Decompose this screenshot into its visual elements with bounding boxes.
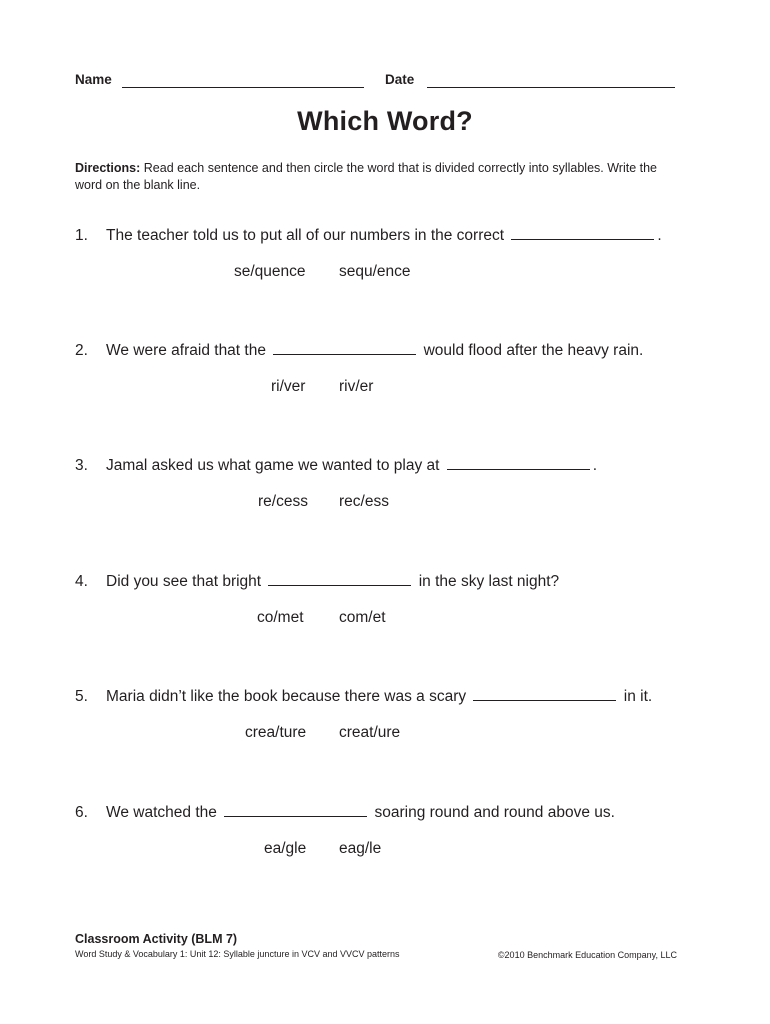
worksheet-title: Which Word?: [297, 106, 473, 136]
answer-blank: [268, 584, 411, 586]
date-blank-line: [427, 87, 675, 88]
sentence-before: Maria didn’t like the book because there was a scary: [106, 688, 467, 705]
question-number: 6.: [75, 804, 88, 821]
option-a: re/cess: [258, 493, 308, 510]
question-number: 4.: [75, 573, 88, 590]
directions-lead: Directions:: [75, 161, 141, 175]
name-blank-line: [122, 87, 364, 88]
directions: [75, 160, 685, 194]
student-info-header: [75, 72, 675, 92]
question-sentence: [75, 688, 652, 706]
date-label: Date: [385, 72, 415, 87]
option-b: com/et: [339, 609, 386, 626]
question-sentence: [75, 804, 615, 822]
question-number: 1.: [75, 227, 88, 244]
answer-blank: [447, 468, 590, 470]
sentence-before: We watched the: [106, 804, 217, 821]
sentence-before: We were afraid that the: [106, 342, 266, 359]
sentence-after: .: [657, 227, 662, 244]
option-a: se/quence: [234, 263, 306, 280]
answer-blank: [224, 815, 367, 817]
option-b: riv/er: [339, 378, 374, 395]
answer-blank: [511, 238, 654, 240]
answer-blank: [473, 699, 616, 701]
sentence-after: soaring round and round above us.: [374, 804, 615, 821]
option-a: co/met: [257, 609, 304, 626]
footer-copyright: ©2010 Benchmark Education Company, LLC: [497, 950, 677, 960]
question-sentence: [75, 573, 559, 591]
footer: [75, 932, 677, 959]
option-a: ea/gle: [264, 840, 307, 857]
sentence-after: .: [592, 457, 598, 474]
question-number: 2.: [75, 342, 88, 359]
directions-text: Read each sentence and then circle the word that is divided correctly into syllables. Write the word on the blank line.: [75, 161, 658, 192]
sentence-after: in it.: [623, 688, 653, 705]
question-number: 5.: [75, 688, 88, 705]
sentence-before: Did you see that bright: [106, 573, 262, 590]
sentence-before: Jamal asked us what game we wanted to play at: [106, 457, 440, 474]
sentence-before: The teacher told us to put all of our numbers in the correct: [106, 227, 505, 244]
question-sentence: [75, 227, 662, 245]
answer-blank: [273, 353, 416, 355]
sentence-after: in the sky last night?: [418, 573, 560, 590]
option-b: sequ/ence: [339, 263, 411, 280]
option-a: ri/ver: [271, 378, 306, 395]
question-sentence: [75, 457, 597, 475]
footer-title: Classroom Activity (BLM 7): [75, 932, 238, 946]
name-label: Name: [75, 72, 112, 87]
sentence-after: would flood after the heavy rain.: [423, 342, 644, 359]
option-b: creat/ure: [339, 724, 401, 741]
option-b: eag/le: [339, 840, 382, 857]
footer-subtitle: Word Study & Vocabulary 1: Unit 12: Syllable juncture in VCV and VVCV patterns: [75, 949, 400, 959]
question-sentence: [75, 342, 643, 360]
question-number: 3.: [75, 457, 88, 474]
option-a: crea/ture: [245, 724, 307, 741]
option-b: rec/ess: [339, 493, 389, 510]
